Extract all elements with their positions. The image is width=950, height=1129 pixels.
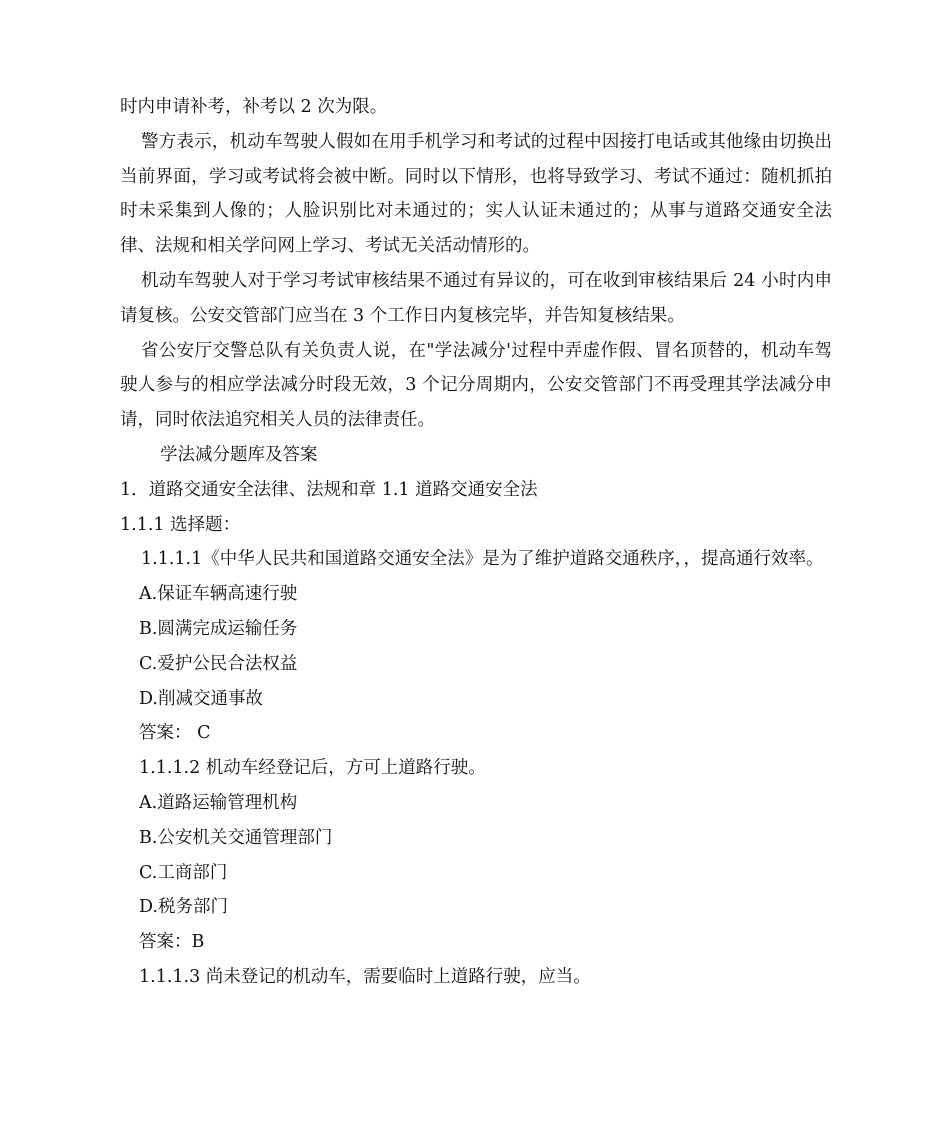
question-2-option-d: D.税务部门: [139, 897, 228, 918]
question-1-option-b: B.圆满完成运输任务: [139, 618, 298, 639]
question-1: 1.1.1.1《中华人民共和国道路交通安全法》是为了维护道路交通秩序，，提高通行效率。: [141, 549, 824, 570]
question-2-option-b: B.公安机关交通管理部门: [139, 827, 333, 848]
quiz-title: 学法减分题库及答案: [160, 444, 318, 465]
paragraph-retest: 时内申请补考，补考以 2 次为限。: [120, 97, 388, 117]
question-2-option-c: C.工商部门: [139, 862, 228, 883]
paragraph-review: 机动车驾驶人对于学习考试审核结果不通过有异议的，可在收到审核结果后 24 小时内申请复核。公安交管部门应当在 3 个工作日内复核完毕，并告知复核结果。: [120, 270, 832, 326]
paragraph-penalty: 省公安厅交警总队有关负责人说，在"学法减分'过程中弄虚作假、冒名顶替的，机动车驾驶人参与的相应学法减分时段无效，3 个记分周期内，公安交管部门不再受理其学法减分申请，同时依法追究相关人员的法律责任。: [120, 340, 832, 431]
question-1-option-d: D.削减交通事故: [139, 688, 263, 709]
question-2: 1.1.1.2 机动车经登记后，方可上道路行驶。: [139, 758, 486, 779]
paragraph-police-statement: 警方表示，机动车驾驶人假如在用手机学习和考试的过程中因接打电话或其他缘由切换出当前界面，学习或考试将会被中断。同时以下情形，也将导致学习、考试不通过：随机抓拍时未采集到人像的；人脸识别比对未通过的；实人认证未通过的；从事与道路交通安全法律、法规和相关学问网上学习、考试无关活动情形的。: [120, 131, 832, 257]
question-1-option-a: A.保证车辆高速行驶: [139, 584, 298, 605]
question-3: 1.1.1.3 尚未登记的机动车，需要临时上道路行驶，应当。: [139, 966, 591, 987]
subsection-heading: 1.1.1 选择题：: [120, 514, 241, 535]
section-heading: 1．道路交通安全法律、法规和章 1.1 道路交通安全法: [120, 479, 538, 500]
question-2-answer: 答案：B: [139, 932, 205, 953]
question-1-option-c: C.爱护公民合法权益: [139, 653, 298, 674]
question-2-option-a: A.道路运输管理机构: [139, 792, 298, 813]
question-1-answer: 答案： C: [139, 723, 211, 744]
document-page: [120, 90, 832, 995]
